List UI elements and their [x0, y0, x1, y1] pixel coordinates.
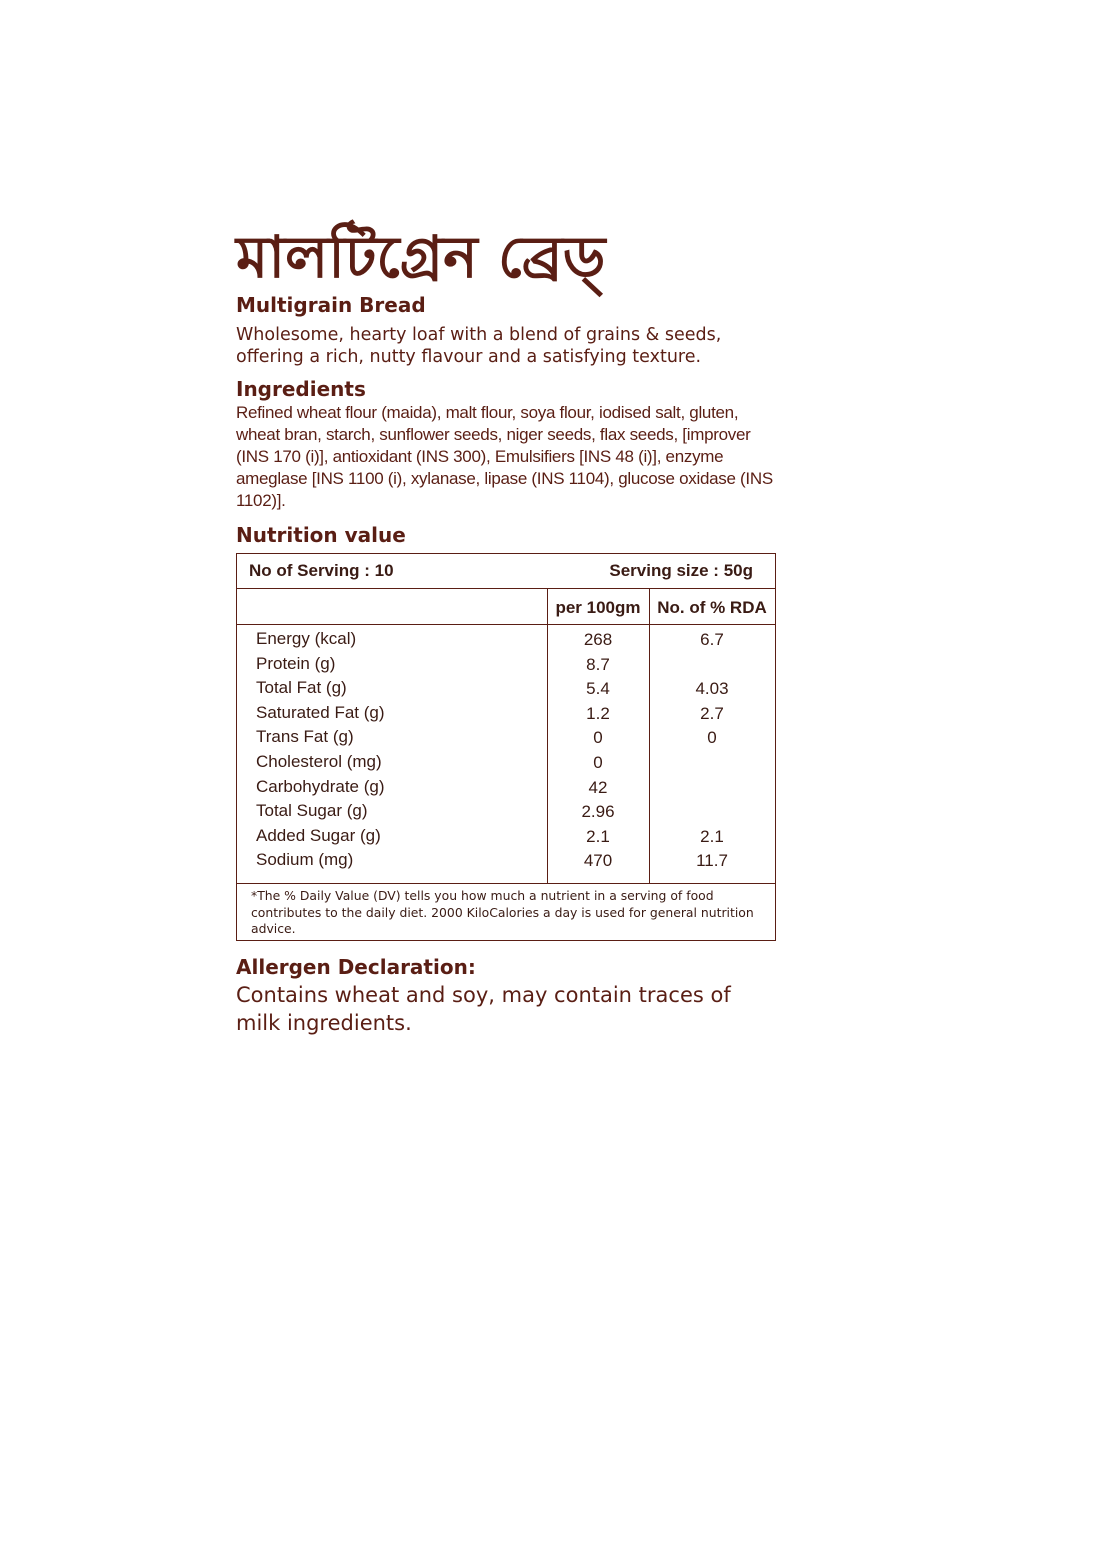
product-description: Wholesome, hearty loaf with a blend of grains & seeds, offering a rich, nutty flavour and a satisfying texture. — [236, 325, 722, 367]
nutrient-name: Trans Fat (g) — [256, 727, 354, 747]
nutrient-rda: 4.03 — [695, 679, 729, 699]
nutrient-rda: 0 — [707, 728, 717, 748]
nutrient-rows — [237, 629, 775, 875]
table-row — [237, 654, 775, 679]
column-header-rda: No. of % RDA — [657, 598, 767, 617]
nutrient-name: Saturated Fat (g) — [256, 702, 385, 722]
nutrient-rda: 6.7 — [700, 630, 724, 649]
nutrient-name: Energy (kcal) — [256, 629, 357, 648]
nutrient-name: Carbohydrate (g) — [256, 776, 385, 796]
nutrient-name: Added Sugar (g) — [256, 825, 381, 845]
serving-size: Serving size : 50g — [609, 561, 753, 580]
table-row — [237, 777, 775, 802]
product-label — [236, 218, 796, 548]
table-row — [237, 801, 775, 826]
ingredients-heading: Ingredients — [236, 377, 366, 401]
nutrient-per-100gm: 0 — [593, 728, 603, 748]
table-row — [237, 678, 775, 703]
nutrient-per-100gm: 8.7 — [586, 654, 610, 674]
product-title-bengali: মালটিগ্রেন ব্রেড্ — [236, 223, 606, 291]
table-row — [237, 752, 775, 777]
nutrient-per-100gm: 0 — [593, 752, 603, 772]
serving-info-row — [237, 554, 775, 589]
nutrient-per-100gm: 470 — [583, 851, 613, 871]
nutrient-per-100gm: 42 — [588, 777, 608, 797]
nutrient-per-100gm: 268 — [583, 630, 613, 649]
nutrient-rda: 2.1 — [700, 826, 724, 846]
nutrient-name: Cholesterol (mg) — [256, 751, 382, 771]
nutrient-per-100gm: 5.4 — [586, 679, 610, 699]
nutrition-table — [236, 553, 776, 941]
nutrient-name: Total Sugar (g) — [256, 801, 368, 821]
table-row — [237, 703, 775, 728]
nutrient-rda: 11.7 — [696, 851, 728, 871]
servings-count: No of Serving : 10 — [249, 561, 394, 580]
nutrition-heading: Nutrition value — [236, 523, 406, 547]
column-header-per-100gm: per 100gm — [555, 598, 641, 617]
nutrient-name: Total Fat (g) — [256, 678, 347, 698]
nutrient-name: Protein (g) — [256, 653, 336, 673]
table-header-row — [237, 589, 775, 625]
table-row — [237, 826, 775, 851]
product-title-english: Multigrain Bread — [236, 293, 426, 317]
allergen-heading: Allergen Declaration: — [236, 955, 476, 979]
daily-value-footnote: *The % Daily Value (DV) tells you how much a nutrient in a serving of food contributes to the daily diet. 2000 KiloCalories a day is used for general nutrition advice. — [237, 883, 775, 940]
nutrient-per-100gm: 2.96 — [581, 802, 615, 822]
allergen-text: Contains wheat and soy, may contain traces of milk ingredients. — [236, 983, 731, 1035]
table-row — [237, 850, 775, 875]
nutrient-per-100gm: 2.1 — [586, 826, 610, 846]
ingredients-text: Refined wheat flour (maida), malt flour, soya flour, iodised salt, gluten, wheat bran, starch, sunflower seeds, niger seeds, flax seeds, [improver (INS 170 (i)], antioxidant (INS 300), Emulsifiers [INS 48 (i)], enzyme ameglase [INS 1100 (i), xylanase, lipase (INS 1104), glucose oxidase (INS 1102)]. — [236, 403, 773, 510]
nutrient-per-100gm: 1.2 — [586, 703, 610, 723]
table-row — [237, 629, 775, 654]
table-row — [237, 727, 775, 752]
allergen-section — [236, 953, 796, 1037]
nutrient-name: Sodium (mg) — [256, 850, 354, 870]
nutrient-rda: 2.7 — [700, 703, 724, 723]
